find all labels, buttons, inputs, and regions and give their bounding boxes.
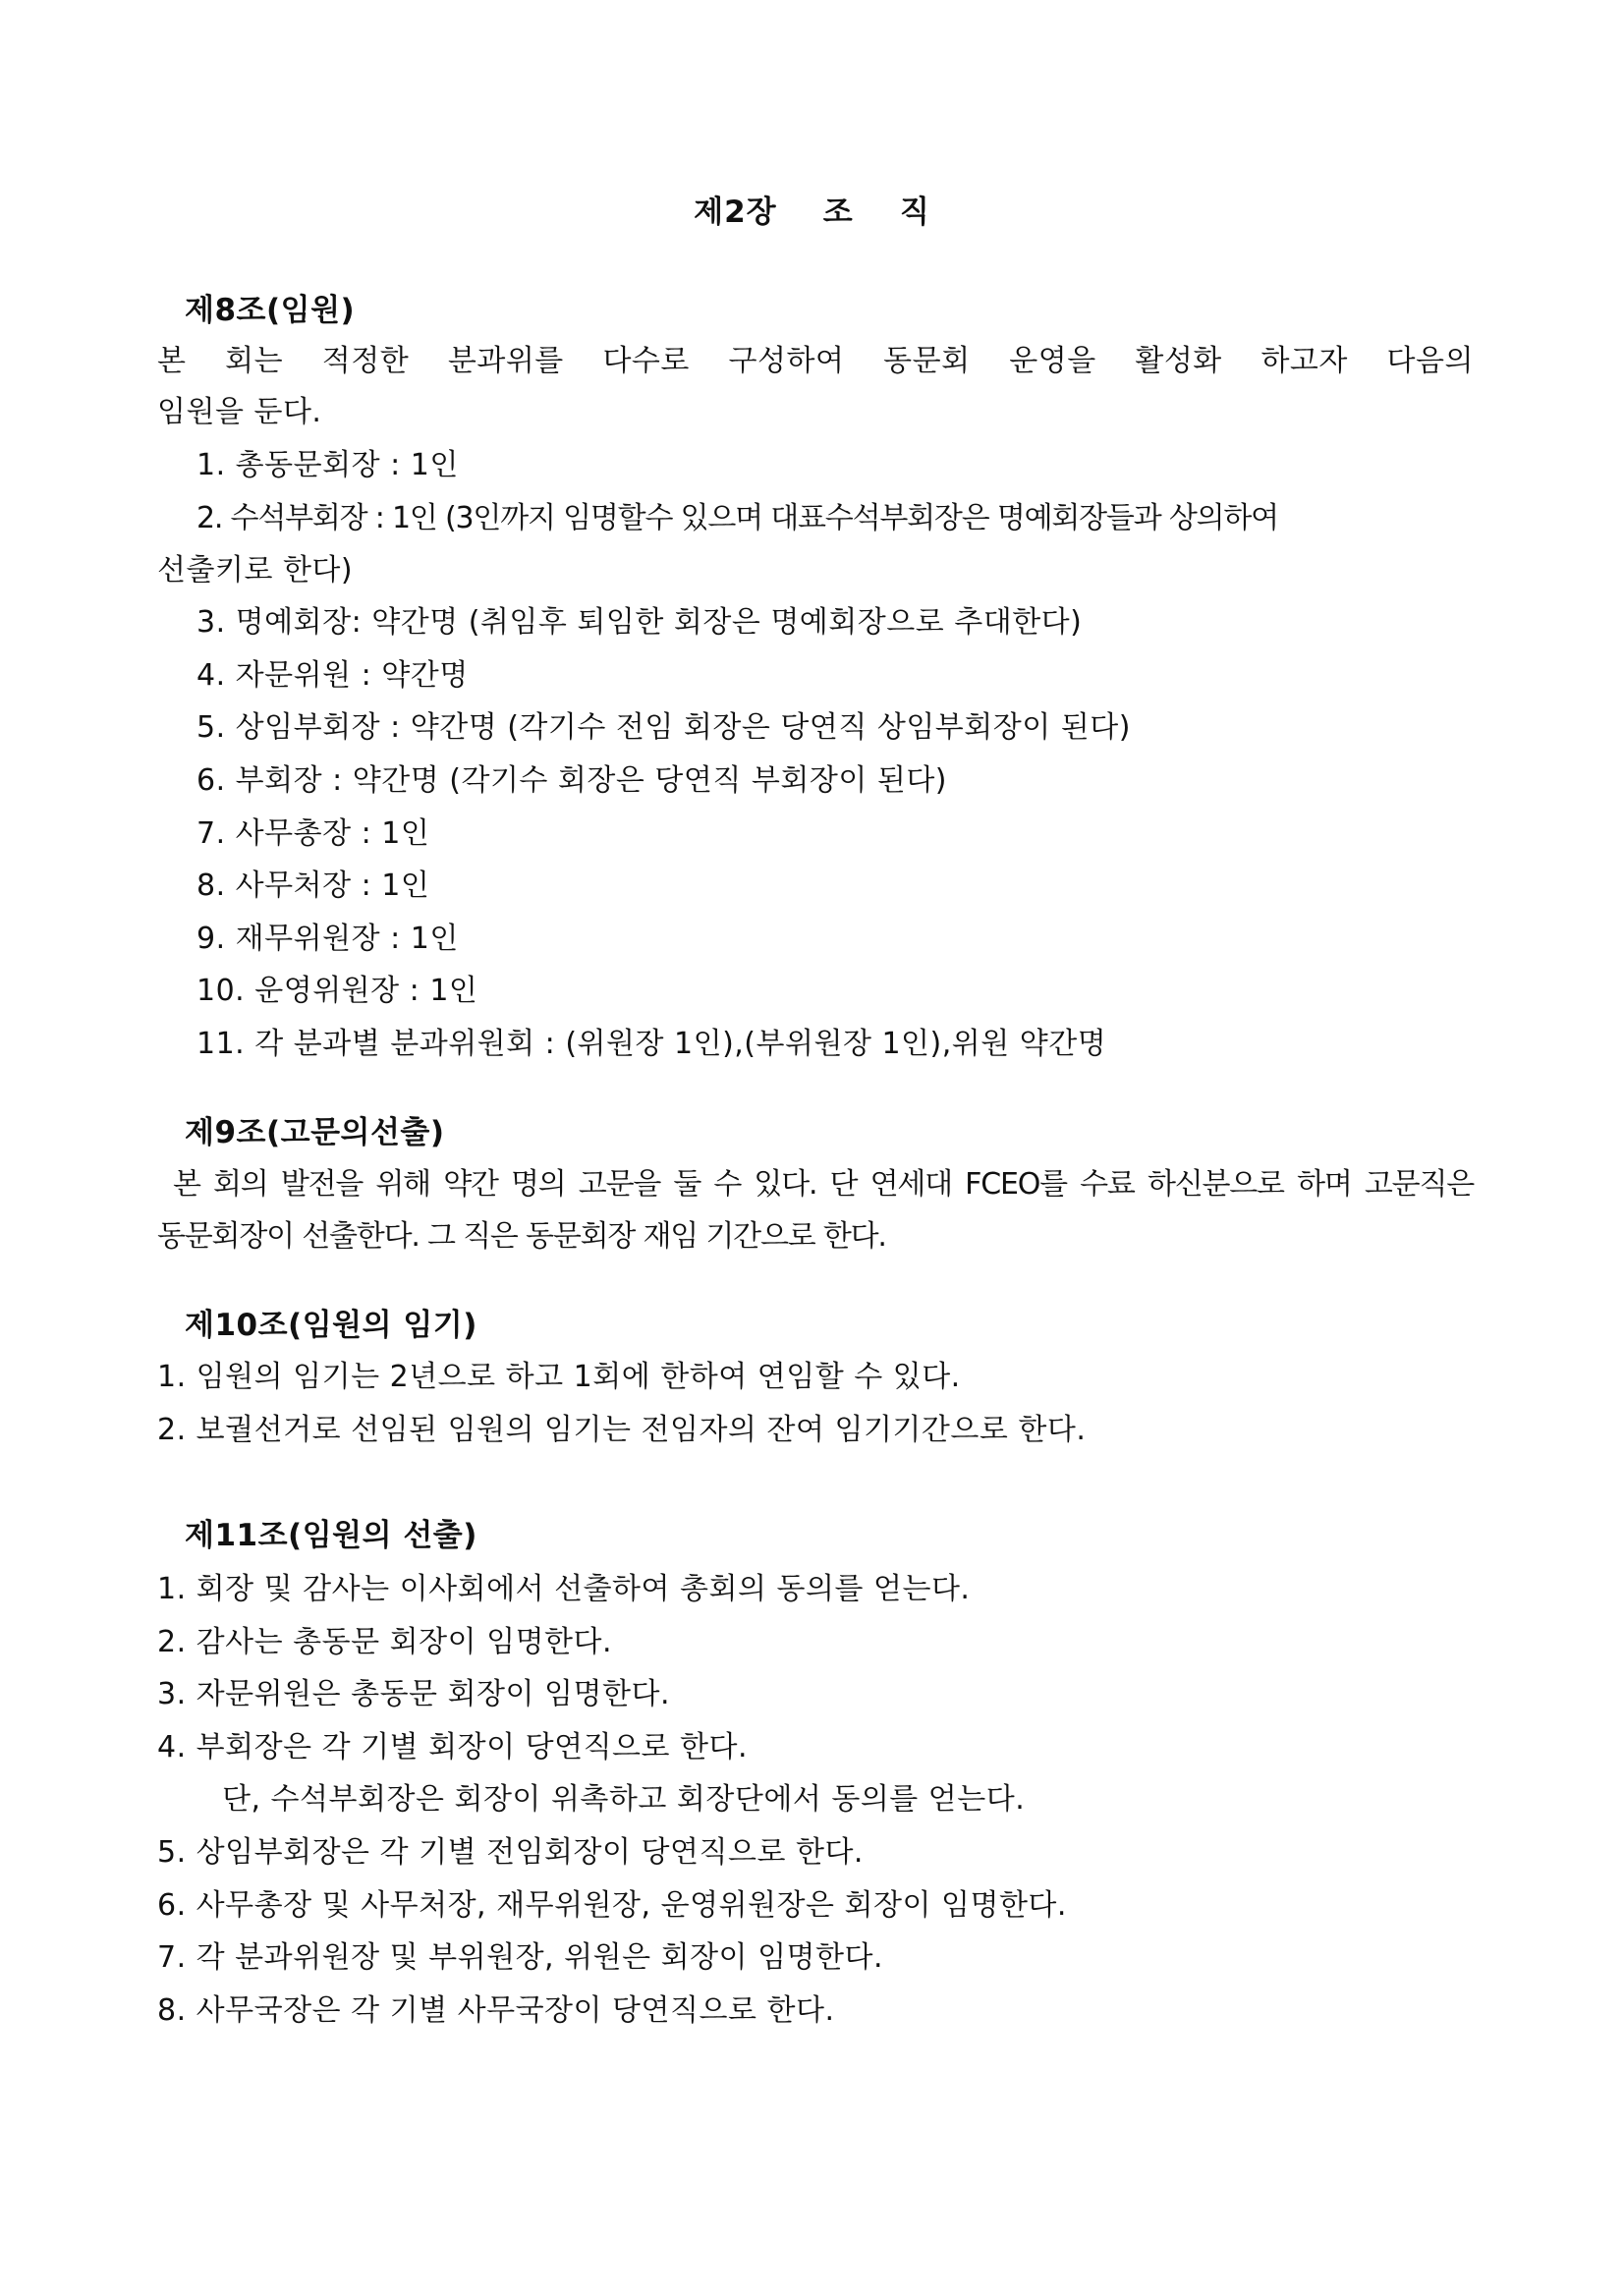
article-11-item-5: 5. 상임부회장은 각 기별 전임회장이 당연직으로 한다. [157,1835,864,1870]
article-10-heading: 제10조(임원의 임기) [185,1308,477,1343]
article-8-item-2: 2. 수석부회장 : 1인 (3인까지 임명할수 있으며 대표수석부회장은 명예회장들과 상의하여 [196,501,1278,535]
article-8-item-11: 11. 각 분과별 분과위원회 : (위원장 1인),(부위원장 1인),위원 약간명 [196,1027,1107,1061]
article-8-item-2-cont: 선출키로 한다) [157,553,354,588]
article-8-item-6: 6. 부회장 : 약간명 (각기수 회장은 당연직 부회장이 된다) [196,763,948,798]
article-8-heading: 제8조(임원) [185,293,356,328]
article-11-heading: 제11조(임원의 선출) [185,1518,477,1553]
article-8-intro-line-2: 임원을 둔다. [157,395,322,429]
article-10-item-2: 2. 보궐선거로 선임된 임원의 임기는 전임자의 잔여 임기기간으로 한다. [157,1413,1087,1447]
article-11-item-8: 8. 사무국장은 각 기별 사무국장이 당연직으로 한다. [157,1993,835,2028]
article-11-item-3: 3. 자문위원은 총동문 회장이 임명한다. [157,1677,671,1711]
article-8-item-8: 8. 사무처장 : 1인 [196,868,430,903]
article-8-item-9: 9. 재무위원장 : 1인 [196,922,459,956]
article-8-item-7: 7. 사무총장 : 1인 [196,816,430,851]
article-11-item-4-note: 단, 수석부회장은 회장이 위촉하고 회장단에서 동의를 얻는다. [222,1782,1026,1817]
article-9-line-2: 동문회장이 선출한다. 그 직은 동문회장 재임 기간으로 한다. [157,1219,886,1254]
article-8-item-10: 10. 운영위원장 : 1인 [196,974,478,1008]
article-8-item-3: 3. 명예회장: 약간명 (취임후 퇴임한 회장은 명예회장으로 추대한다) [196,605,1083,640]
article-10-item-1: 1. 임원의 임기는 2년으로 하고 1회에 한하여 연임할 수 있다. [157,1360,961,1394]
article-11-item-7: 7. 각 분과위원장 및 부위원장, 위원은 회장이 임명한다. [157,1940,884,1975]
article-8-item-4: 4. 자문위원 : 약간명 [196,658,469,693]
article-8-intro-line-1: 본 회는 적정한 분과위를 다수로 구성하여 동문회 운영을 활성화 하고자 다음의 [157,344,1474,378]
article-8-item-5: 5. 상임부회장 : 약간명 (각기수 전임 회장은 당연직 상임부회장이 된다) [196,710,1131,745]
article-11-item-2: 2. 감사는 총동문 회장이 임명한다. [157,1625,613,1659]
article-9-line-1: 본 회의 발전을 위해 약간 명의 고문을 둘 수 있다. 단 연세대 FCEO를 수료 하신분으로 하며 고문직은 [173,1167,1474,1202]
article-11-item-6: 6. 사무총장 및 사무처장, 재무위원장, 운영위원장은 회장이 임명한다. [157,1888,1067,1923]
article-11-item-4: 4. 부회장은 각 기별 회장이 당연직으로 한다. [157,1730,749,1764]
chapter-title: 제2장 조 직 [694,195,930,230]
article-11-item-1: 1. 회장 및 감사는 이사회에서 선출하여 총회의 동의를 얻는다. [157,1572,971,1606]
article-8-item-1: 1. 총동문회장 : 1인 [196,448,459,482]
article-9-heading: 제9조(고문의선출) [185,1115,445,1150]
